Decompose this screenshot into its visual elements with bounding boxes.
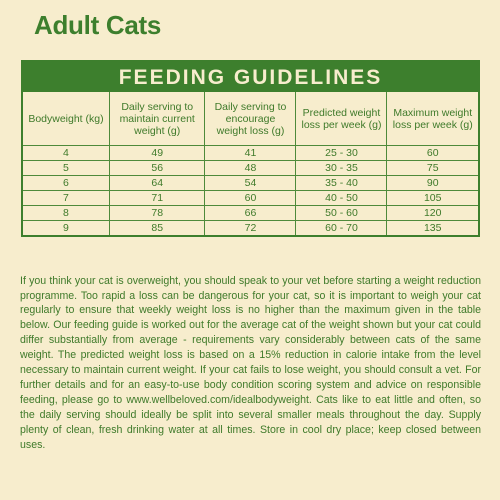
- table-header-row: [23, 92, 478, 146]
- table-cell: 72: [205, 221, 296, 236]
- table-cell: 66: [205, 206, 296, 221]
- table-cell: 105: [387, 191, 478, 206]
- table-cell: 40 - 50: [296, 191, 387, 206]
- feeding-guidelines-table: [21, 60, 480, 237]
- table-cell: 41: [205, 146, 296, 161]
- table-cell: 9: [23, 221, 109, 236]
- table-cell: 25 - 30: [296, 146, 387, 161]
- page-heading: Adult Cats: [34, 10, 162, 40]
- table-cell: 60: [205, 191, 296, 206]
- table-cell: 7: [23, 191, 109, 206]
- table-cell: 60 - 70: [296, 221, 387, 236]
- table-row: [23, 176, 478, 191]
- table-row: [23, 146, 478, 161]
- feeding-table: [23, 92, 478, 235]
- table-cell: 75: [387, 161, 478, 176]
- table-cell: 5: [23, 161, 109, 176]
- table-row: [23, 221, 478, 236]
- table-title: FEEDING GUIDELINES: [23, 62, 478, 92]
- column-header-maintain: Daily serving to maintain current weight (g): [109, 92, 205, 146]
- table-cell: 71: [109, 191, 205, 206]
- column-header-weight-loss-serving: Daily serving to encourage weight loss (g): [205, 92, 296, 146]
- table-cell: 64: [109, 176, 205, 191]
- column-header-predicted-loss: Predicted weight loss per week (g): [296, 92, 387, 146]
- table-row: [23, 191, 478, 206]
- column-header-maximum-loss: Maximum weight loss per week (g): [387, 92, 478, 146]
- table-cell: 49: [109, 146, 205, 161]
- table-cell: 4: [23, 146, 109, 161]
- table-cell: 8: [23, 206, 109, 221]
- table-cell: 60: [387, 146, 478, 161]
- table-cell: 30 - 35: [296, 161, 387, 176]
- table-cell: 78: [109, 206, 205, 221]
- table-cell: 85: [109, 221, 205, 236]
- table-cell: 56: [109, 161, 205, 176]
- table-cell: 90: [387, 176, 478, 191]
- table-row: [23, 161, 478, 176]
- table-cell: 54: [205, 176, 296, 191]
- column-header-bodyweight: Bodyweight (kg): [23, 92, 109, 146]
- feeding-advice-paragraph: If you think your cat is overweight, you should speak to your vet before starting a weight reduction programme. Too rapid a loss can be dangerous for your cat, so it is important to weigh your cat regularly to ensure that weekly weight loss is no higher than the maximum given in the table below. Our feeding guide is worked out for the average cat of the weight shown but your cat could differ substantially from average - requirements vary considerably between cats of the same weight. The predicted weight loss is based on a 15% reduction in calorie intake from the level necessary to maintain current weight. If your cat fails to lose weight, you should consult a vet. For further details and for an easy-to-use body condition scoring system and advice on responsible feeding, please go to www.wellbeloved.com/idealbodyweight. Cats like to eat little and often, so the daily serving should ideally be split into several smaller meals throughout the day. Supply plenty of clean, fresh drinking water at all times. Store in cool dry place; keep closed between uses.: [20, 274, 481, 451]
- table-cell: 135: [387, 221, 478, 236]
- table-cell: 6: [23, 176, 109, 191]
- table-cell: 48: [205, 161, 296, 176]
- table-cell: 35 - 40: [296, 176, 387, 191]
- table-cell: 50 - 60: [296, 206, 387, 221]
- table-row: [23, 206, 478, 221]
- table-cell: 120: [387, 206, 478, 221]
